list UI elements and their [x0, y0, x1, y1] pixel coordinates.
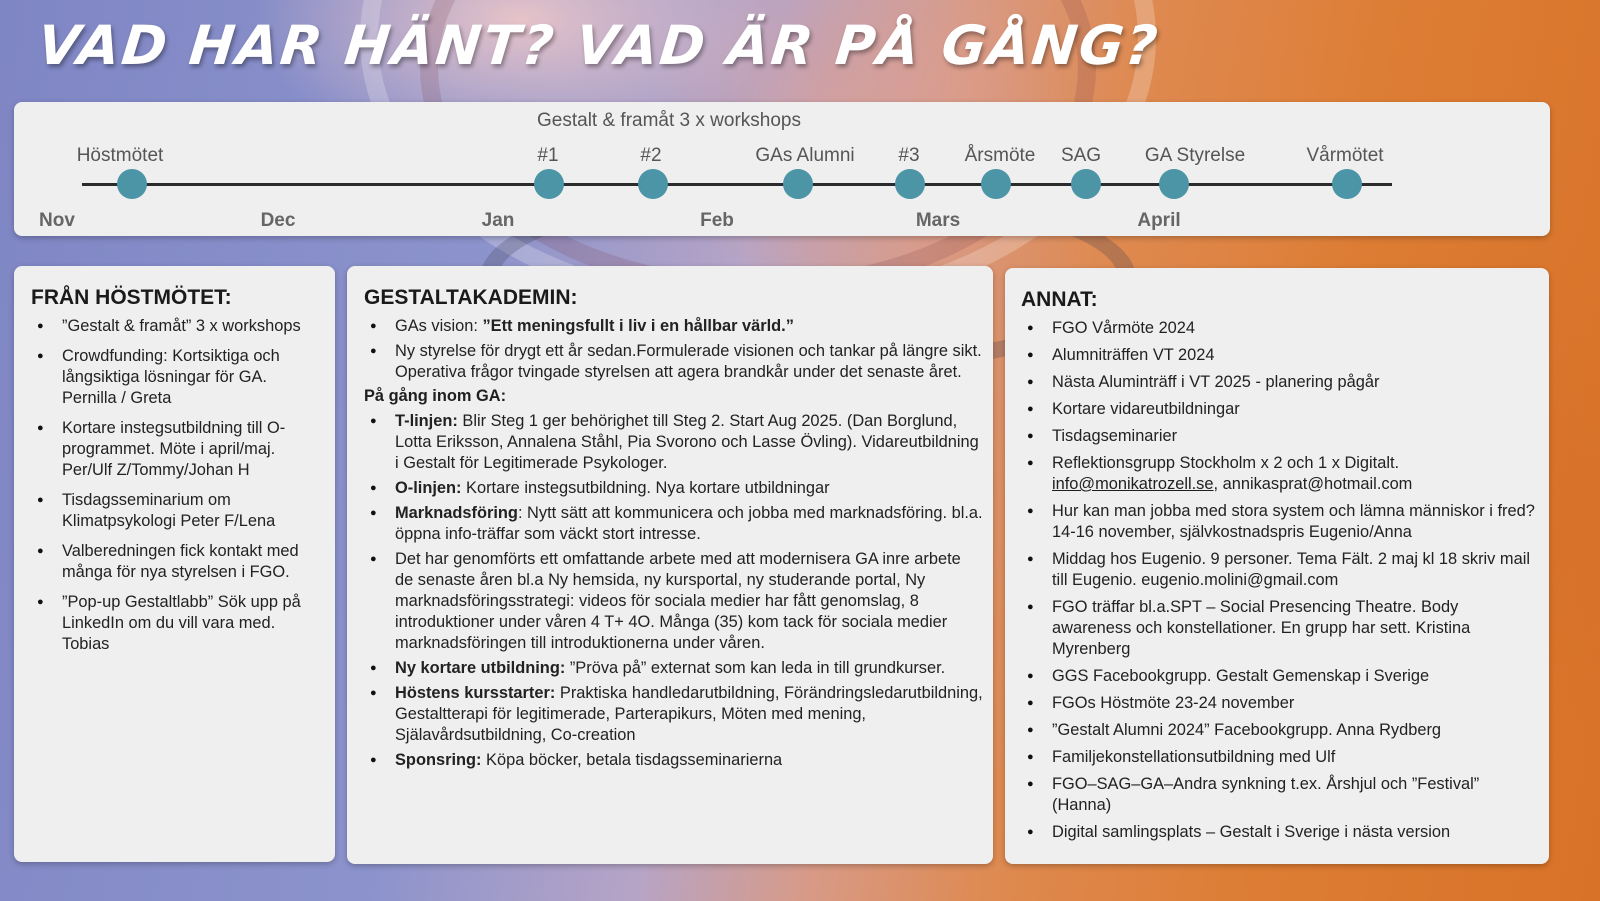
item-text: , annikasprat@hotmail.com	[1213, 475, 1413, 493]
timeline-event-label: Årsmöte	[964, 145, 1036, 166]
timeline-event-label: #2	[640, 145, 662, 166]
timeline-month-label: Mars	[915, 210, 961, 231]
item-label: Marknadsföring	[395, 504, 518, 522]
list-item: ● GGS Facebookgrupp. Gestalt Gemenskap i Sverige	[1021, 666, 1541, 687]
item-label: Sponsring:	[395, 751, 482, 769]
timeline-event-dot	[117, 169, 147, 199]
list-item: ● FGO träffar bl.a.SPT – Social Presencing Theatre. Body awareness och konstellationer. En grupp har sett. Kristina Myrenberg	[1021, 597, 1541, 660]
list-item: ● Kortare vidareutbildningar	[1021, 399, 1541, 420]
page-title: VAD HAR HÄNT? VAD ÄR PÅ GÅNG?	[34, 14, 1163, 77]
timeline-month-label: Nov	[39, 210, 75, 231]
timeline-event-label: Höstmötet	[76, 145, 164, 166]
list-item: ● Kortare instegsutbildning till O-programmet. Möte i april/maj. Per/Ulf Z/Tommy/Johan H	[31, 418, 323, 481]
gestaltakademin-panel	[347, 266, 993, 864]
item-label: T-linjen:	[395, 412, 458, 430]
timeline-event-label: Vårmötet	[1306, 145, 1384, 166]
gestaltakademin-intro-list	[364, 316, 983, 383]
annat-panel	[1005, 268, 1549, 864]
item-text: Praktiska handledarutbildning, Förändringsledarutbildning, Gestaltterapi för legitimerade, Parterapikurs, Möten med mening, Själavårdsutbildning, Co-creation	[395, 684, 983, 744]
email-link[interactable]: info@monikatrozell.se	[1052, 475, 1214, 493]
timeline-event-dot	[783, 169, 813, 199]
item-text: Kortare instegsutbildning. Nya kortare utbildningar	[461, 479, 830, 497]
list-item: ● FGOs Höstmöte 23-24 november	[1021, 693, 1541, 714]
timeline-month-label: Jan	[481, 210, 515, 231]
timeline-month-label: Feb	[700, 210, 734, 231]
list-item	[364, 683, 983, 746]
timeline-event-dot	[534, 169, 564, 199]
timeline-event-dot	[1332, 169, 1362, 199]
pa-gang-subheading: På gång inom GA:	[364, 387, 507, 405]
timeline-event-label: SAG	[1060, 145, 1102, 166]
item-text: ”Pröva på” externat som kan leda in till grundkurser.	[565, 659, 946, 677]
timeline-event-dot	[1159, 169, 1189, 199]
list-item	[364, 316, 983, 337]
vision-label: GAs vision:	[395, 317, 483, 335]
timeline-event-label: GAs Alumni	[755, 145, 855, 166]
timeline-card	[14, 102, 1550, 236]
list-item	[364, 658, 983, 679]
list-item	[364, 750, 983, 771]
list-item: ● Alumniträffen VT 2024	[1021, 345, 1541, 366]
list-item: ● Nästa Aluminträff i VT 2025 - planering pågår	[1021, 372, 1541, 393]
timeline-workshops-label: Gestalt & framåt 3 x workshops	[537, 110, 801, 131]
vision-statement: ”Ett meningsfullt i liv i en hållbar värld.”	[482, 317, 794, 335]
annat-heading: ANNAT:	[1021, 288, 1098, 311]
list-item	[1021, 453, 1541, 495]
timeline-event-label: #3	[898, 145, 920, 166]
list-item: ● ”Pop-up Gestaltlabb” Sök upp på LinkedIn om du vill vara med. Tobias	[31, 592, 323, 655]
list-item: ● Familjekonstellationsutbildning med Ulf	[1021, 747, 1541, 768]
list-item: ● Middag hos Eugenio. 9 personer. Tema Fält. 2 maj kl 18 skriv mail till Eugenio. eugenio.molini@gmail.com	[1021, 549, 1541, 591]
fran-hostmotet-heading: FRÅN HÖSTMÖTET:	[31, 286, 232, 309]
list-item: ● Hur kan man jobba med stora system och lämna människor i fred? 14-16 november, självkostnadspris Eugenio/Anna	[1021, 501, 1541, 543]
list-item: ● Tisdagsseminarium om Klimatpsykologi Peter F/Lena	[31, 490, 323, 532]
item-label: O-linjen:	[395, 479, 462, 497]
item-text: : Nytt sätt att kommunicera och jobba med marknadsföring. bl.a. öppna info-träffar som väckt stort intresse.	[395, 504, 983, 543]
list-item: ● Valberedningen fick kontakt med många för nya styrelsen i FGO.	[31, 541, 323, 583]
timeline-axis-line	[82, 183, 1392, 186]
item-text: Blir Steg 1 ger behörighet till Steg 2. Start Aug 2025. (Dan Borglund, Lotta Eriksson, Annalena Ståhl, Pia Svorono och Lasse Övling). Vidareutbildning i Gestalt för Legitimerade Psykologer.	[395, 412, 979, 472]
list-item: ● Digital samlingsplats – Gestalt i Sverige i nästa version	[1021, 822, 1541, 843]
list-item: ● Tisdagseminarier	[1021, 426, 1541, 447]
item-text: Reflektionsgrupp Stockholm x 2 och 1 x Digitalt.	[1052, 454, 1400, 472]
timeline-month-label: Dec	[260, 210, 296, 231]
timeline-event-dot	[638, 169, 668, 199]
timeline-event-dot	[895, 169, 925, 199]
list-item: ● Ny styrelse för drygt ett år sedan.Formulerade visionen och tankar på längre sikt. Operativa frågor tvingade styrelsen att agera brandkår under det senaste året.	[364, 341, 983, 383]
timeline-event-label: GA Styrelse	[1144, 145, 1246, 166]
gestaltakademin-heading: GESTALTAKADEMIN:	[364, 286, 578, 309]
list-item	[364, 478, 983, 499]
fran-hostmotet-list	[31, 316, 323, 655]
item-label: Höstens kursstarter:	[395, 684, 556, 702]
annat-list	[1021, 318, 1541, 843]
timeline-event-dot	[1071, 169, 1101, 199]
list-item: ● ”Gestalt Alumni 2024” Facebookgrupp. Anna Rydberg	[1021, 720, 1541, 741]
list-item: ● FGO–SAG–GA–Andra synkning t.ex. Årshjul och ”Festival” (Hanna)	[1021, 774, 1541, 816]
list-item	[364, 549, 983, 654]
pa-gang-list	[364, 411, 983, 771]
timeline-event-label: #1	[537, 145, 559, 166]
timeline-event-dot	[981, 169, 1011, 199]
item-text: Det har genomförts ett omfattande arbete med att modernisera GA inre arbete de senaste åren bl.a Ny hemsida, ny kursportal, ny studerande portal, Ny marknadsföringsstrategi: videos för sociala medier har fått genomslag, 8 introduktioner under våren 4 T+ 4O. Många (35) kom tack för sociala medier marknadsföringen till introduktionerna under våren.	[395, 550, 961, 652]
list-item	[364, 411, 983, 474]
list-item: ● Crowdfunding: Kortsiktiga och långsiktiga lösningar för GA. Pernilla / Greta	[31, 346, 323, 409]
timeline-month-label: April	[1137, 210, 1181, 231]
item-text: Köpa böcker, betala tisdagsseminarierna	[481, 751, 783, 769]
list-item: ● ”Gestalt & framåt” 3 x workshops	[31, 316, 323, 337]
list-item: ● FGO Vårmöte 2024	[1021, 318, 1541, 339]
item-label: Ny kortare utbildning:	[395, 659, 566, 677]
fran-hostmotet-panel	[14, 266, 335, 862]
list-item	[364, 503, 983, 545]
